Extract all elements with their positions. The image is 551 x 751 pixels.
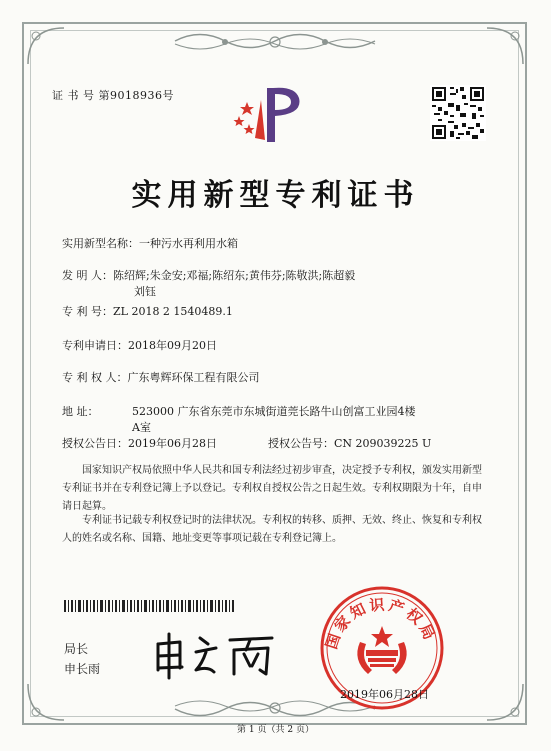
director-name: 申长雨 [64, 662, 101, 676]
grant-date-row [62, 436, 217, 452]
director-title: 局长 [64, 642, 89, 656]
corner-ornament-icon [483, 680, 527, 724]
field-value: 2018年09月20日 [128, 339, 217, 352]
field-value: 陈绍辉;朱金安;邓福;陈绍东;黄伟芬;陈敬洪;陈超毅 [113, 269, 356, 282]
field-value: 2019年06月28日 [128, 437, 217, 450]
qr-code-icon [430, 85, 486, 141]
grant-statement-paragraph: 国家知识产权局依照中华人民共和国专利法经过初步审查，决定授予专利权，颁发实用新型专利证书并在专利登记簿上予以登记。专利权自授权公告之日起生效。专利权期限为十年，自申请日起算。 [62, 465, 482, 512]
grant-number-row [268, 436, 431, 452]
utility-model-name-row [62, 236, 238, 252]
field-value: 广东粤辉环保工程有限公司 [127, 371, 260, 384]
field-value: CN 209039225 U [334, 437, 432, 450]
certificate-number: 证 书 号 第9018936号 [52, 89, 174, 102]
field-value: A室 [132, 421, 151, 434]
corner-ornament-icon [24, 24, 68, 68]
svg-text:国家知识产权局: 国家知识产权局 [322, 595, 440, 652]
field-label: 专 利 权 人： [62, 371, 128, 384]
seal-date: 2019年06月28日 [340, 688, 429, 701]
corner-ornament-icon [24, 680, 68, 724]
field-value: ZL 2018 2 1540489.1 [113, 305, 233, 318]
page-title: 实用新型专利证书 [131, 178, 420, 213]
patent-office-logo-icon [225, 80, 315, 150]
application-date-row [62, 338, 217, 354]
corner-ornament-icon [483, 24, 527, 68]
field-label: 授权公告号： [268, 437, 334, 450]
inventor-row [62, 268, 355, 284]
field-label: 地 址： [62, 405, 99, 418]
field-label: 授权公告日： [62, 437, 128, 450]
barcode-icon [64, 600, 234, 612]
field-value: 一种污水再利用水箱 [139, 237, 238, 250]
legal-status-paragraph: 专利证书记载专利权登记时的法律状况。专利权的转移、质押、无效、终止、恢复和专利权人的姓名或名称、国籍、地址变更等事项记载在专利登记簿上。 [62, 515, 482, 544]
address-row-continued [132, 420, 151, 436]
field-value: 刘钰 [134, 285, 156, 298]
top-ornament-icon [170, 30, 380, 52]
field-value: 523000 广东省东莞市东城街道莞长路牛山创富工业园4楼 [132, 405, 416, 418]
field-label: 专利申请日： [62, 339, 128, 352]
field-label: 实用新型名称： [62, 237, 139, 250]
address-row [62, 404, 416, 420]
field-label: 专 利 号： [62, 305, 113, 318]
handwritten-signature-icon [150, 630, 280, 680]
page-number: 第 1 页（共 2 页） [237, 725, 314, 735]
patent-number-row [62, 304, 233, 320]
inventor-row-continued [134, 284, 156, 300]
patentee-row [62, 370, 260, 386]
field-label: 发 明 人： [62, 269, 113, 282]
